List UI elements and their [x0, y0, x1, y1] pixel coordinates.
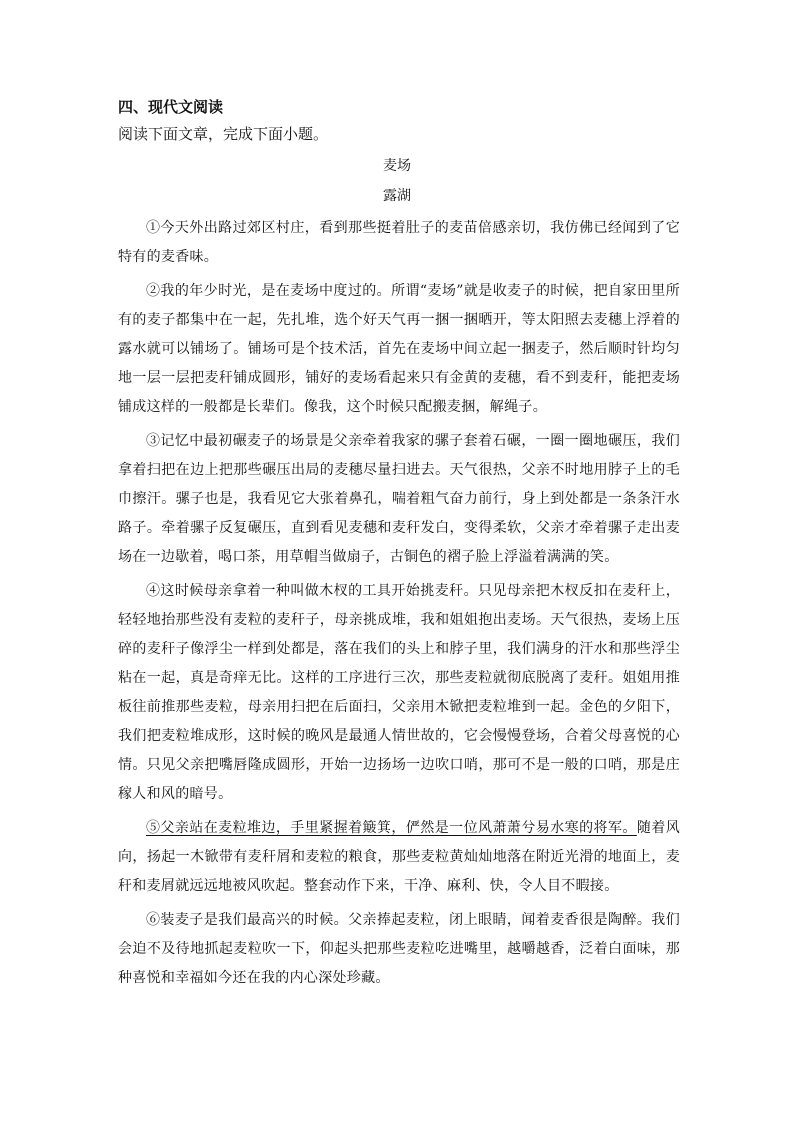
article-title: 麦场	[383, 158, 411, 174]
paragraph-5-rest: 随着风向，扬起一木锨带有麦秆屑和麦粒的粮食，那些麦粒黄灿灿地落在附近光滑的地面上，麦秆和麦屑就远远地被风吹起。整套动作下来，干净、麻利、快，令人目不暇接。	[118, 820, 680, 894]
article-author: 露湖	[383, 188, 411, 204]
underlined-sentence: ⑤父亲站在麦粒堆边，手里紧握着簸箕，俨然是一位风萧萧兮易水寒的将军。	[146, 820, 637, 836]
reading-instruction: 阅读下面文章，完成下面小题。	[118, 125, 329, 143]
paragraph-6: ⑥装麦子是我们最高兴的时候。父亲捧起麦粒，闭上眼睛，闻着麦香很是陶醉。我们会迫不及待地抓起麦粒吹一下，仰起头把那些麦粒吃进嘴里，越嚼越香，泛着白面味，那种喜悦和幸福如今还在我的内心深处珍藏。	[118, 912, 680, 986]
article-body	[118, 214, 680, 998]
paragraph-3: ③记忆中最初碾麦子的场景是父亲牵着我家的骡子套着石碾，一圈一圈地碾压，我们拿着扫把在边上把那些碾压出局的麦穗尽量扫进去。天气很热，父亲不时地用脖子上的毛巾擦汗。骡子也是，我看见它大张着鼻孔，喘着粗气奋力前行，身上到处都是一条条汗水路子。牵着骡子反复碾压，直到看见麦穗和麦秆发白，变得柔软，父亲才牵着骡子走出麦场在一边歇着，喝口茶，用草帽当做扇子，古铜色的褶子脸上浮溢着满满的笑。	[118, 433, 680, 565]
paragraph-4: ④这时候母亲拿着一种叫做木杈的工具开始挑麦秆。只见母亲把木杈反扣在麦秆上，轻轻地抬那些没有麦粒的麦秆子，母亲挑成堆，我和姐姐抱出麦场。天气很热，麦场上压碎的麦秆子像浮尘一样到处都是，落在我们的头上和脖子里，我们满身的汗水和那些浮尘粘在一起，真是奇痒无比。这样的工序进行三次，那些麦粒就彻底脱离了麦秆。姐姐用推板往前推那些麦粒，母亲用扫把在后面扫，父亲用木锨把麦粒堆到一起。金色的夕阳下，我们把麦粒堆成形，这时候的晚风是最通人情世故的，它会慢慢登场，合着父母喜悦的心情。只见父亲把嘴唇隆成圆形，开始一边扬场一边吹口哨，那可不是一般的口哨，那是庄稼人和风的暗号。	[118, 583, 680, 802]
section-heading: 四、现代文阅读	[118, 98, 224, 116]
paragraph-2: ②我的年少时光，是在麦场中度过的。所谓“麦场”就是收麦子的时候，把自家田里所有的麦子都集中在一起，先扎堆，选个好天气再一捆一捆晒开，等太阳照去麦穗上浮着的露水就可以铺场了。铺场可是个技术活，首先在麦场中间立起一捆麦子，然后顺时针均匀地一层一层把麦秆铺成圆形，铺好的麦场看起来只有金黄的麦穗，看不到麦秆，能把麦场铺成这样的一般都是长辈们。像我，这个时候只配搬麦捆，解绳子。	[118, 283, 680, 415]
paragraph-1: ①今天外出路过郊区村庄，看到那些挺着肚子的麦苗倍感亲切，我仿佛已经闻到了它特有的麦香味。	[118, 220, 680, 265]
paragraph-5	[118, 814, 680, 901]
